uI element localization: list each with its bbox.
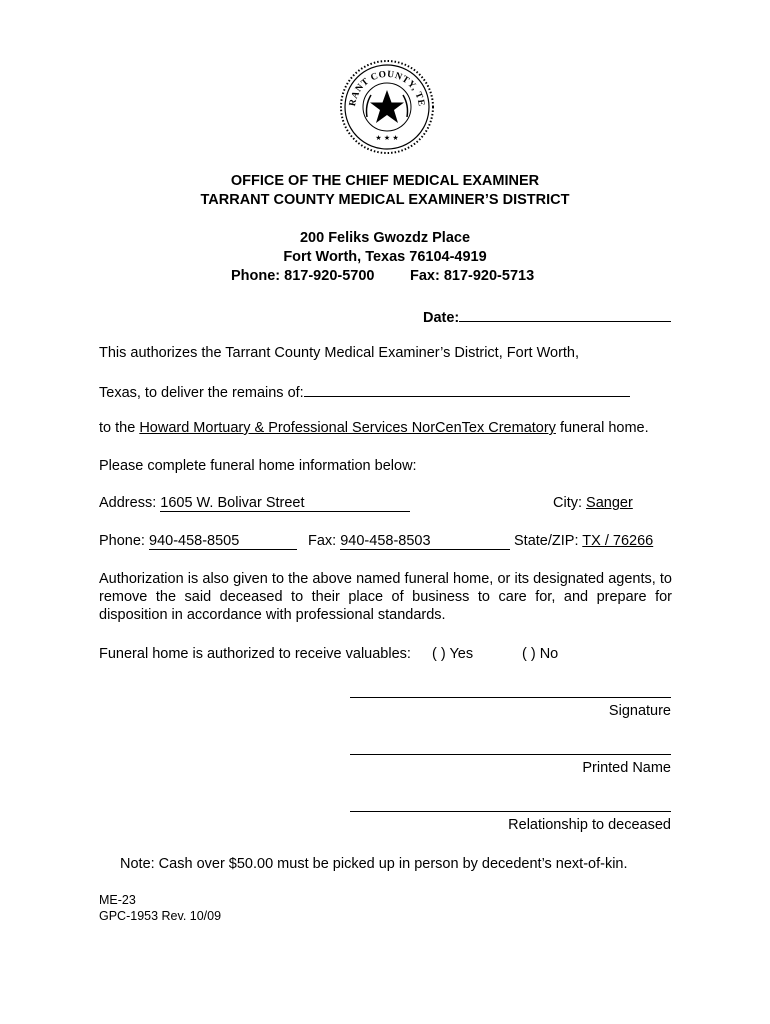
fax-label: Fax: xyxy=(308,533,337,549)
fax-value[interactable]: 940-458-8503 xyxy=(340,533,510,550)
date-label: Date: xyxy=(423,310,460,326)
signature-label: Signature xyxy=(608,703,671,719)
address-label: Address: xyxy=(99,495,157,511)
valuables-question: Funeral home is authorized to receive valuables: xyxy=(99,646,411,662)
deliver-remains-field[interactable] xyxy=(99,382,630,401)
statezip-field[interactable] xyxy=(514,533,653,549)
cash-note: Note: Cash over $50.00 must be picked up in person by decedent’s next-of-kin. xyxy=(120,856,628,872)
office-phone: Phone: 817-920-5700 xyxy=(231,268,375,284)
printed-name-label: Printed Name xyxy=(582,760,671,776)
city-field[interactable] xyxy=(553,495,633,511)
address-line-1: 200 Feliks Gwozdz Place xyxy=(299,230,471,246)
funeral-home-suffix: funeral home. xyxy=(559,420,649,436)
address-value[interactable]: 1605 W. Bolivar Street xyxy=(160,495,410,512)
statezip-label: State/ZIP: xyxy=(514,533,579,549)
valuables-no-option[interactable]: ( ) No xyxy=(522,646,559,662)
seal-graphic xyxy=(337,57,437,157)
office-fax: Fax: 817-920-5713 xyxy=(410,268,535,284)
form-revision: GPC-1953 Rev. 10/09 xyxy=(99,909,222,923)
address-line-2: Fort Worth, Texas 76104-4919 xyxy=(283,249,487,265)
valuables-yes-option[interactable]: ( ) Yes xyxy=(432,646,474,662)
county-seal xyxy=(337,57,437,157)
city-value[interactable]: Sanger xyxy=(586,495,633,511)
authorization-paragraph: Authorization is also given to the above named funeral home, or its designated agents, to remove the said deceased to their place of business to care for, and prepare for disposition in accordance with professional standards. xyxy=(99,571,672,623)
printed-name-line[interactable] xyxy=(350,754,671,755)
phone-label: Phone: xyxy=(99,533,145,549)
office-title: OFFICE OF THE CHIEF MEDICAL EXAMINER xyxy=(230,173,540,189)
seal-text: RANT COUNTY, TE xyxy=(348,69,427,108)
svg-text:TARRANT COUNTY, TEXAS xyxy=(337,57,426,107)
phone-field[interactable] xyxy=(99,533,297,550)
relationship-line[interactable] xyxy=(350,811,671,812)
relationship-label: Relationship to deceased xyxy=(508,817,671,833)
phone-value[interactable]: 940-458-8505 xyxy=(149,533,297,550)
form-id: ME-23 xyxy=(99,893,136,907)
deliver-label: Texas, to deliver the remains of: xyxy=(99,385,304,401)
signature-line[interactable] xyxy=(350,697,671,698)
deceased-name-blank[interactable] xyxy=(304,382,630,397)
statezip-value[interactable]: TX / 76266 xyxy=(582,533,654,549)
district-title: TARRANT COUNTY MEDICAL EXAMINER’S DISTRICT xyxy=(200,192,570,208)
svg-text:★ ★ ★: ★ ★ ★ xyxy=(375,134,399,142)
funeral-home-line xyxy=(99,420,649,436)
date-blank[interactable] xyxy=(459,307,671,322)
authorize-line: This authorizes the Tarrant County Medical Examiner’s District, Fort Worth, xyxy=(99,345,580,361)
date-field[interactable] xyxy=(423,307,671,326)
city-label: City: xyxy=(553,495,582,511)
to-the-text: to the xyxy=(99,420,136,436)
fax-field[interactable] xyxy=(308,533,510,550)
complete-info-text: Please complete funeral home information below: xyxy=(99,458,417,474)
address-field[interactable] xyxy=(99,495,410,512)
funeral-home-name: Howard Mortuary & Professional Services NorCenTex Crematory xyxy=(139,420,556,436)
